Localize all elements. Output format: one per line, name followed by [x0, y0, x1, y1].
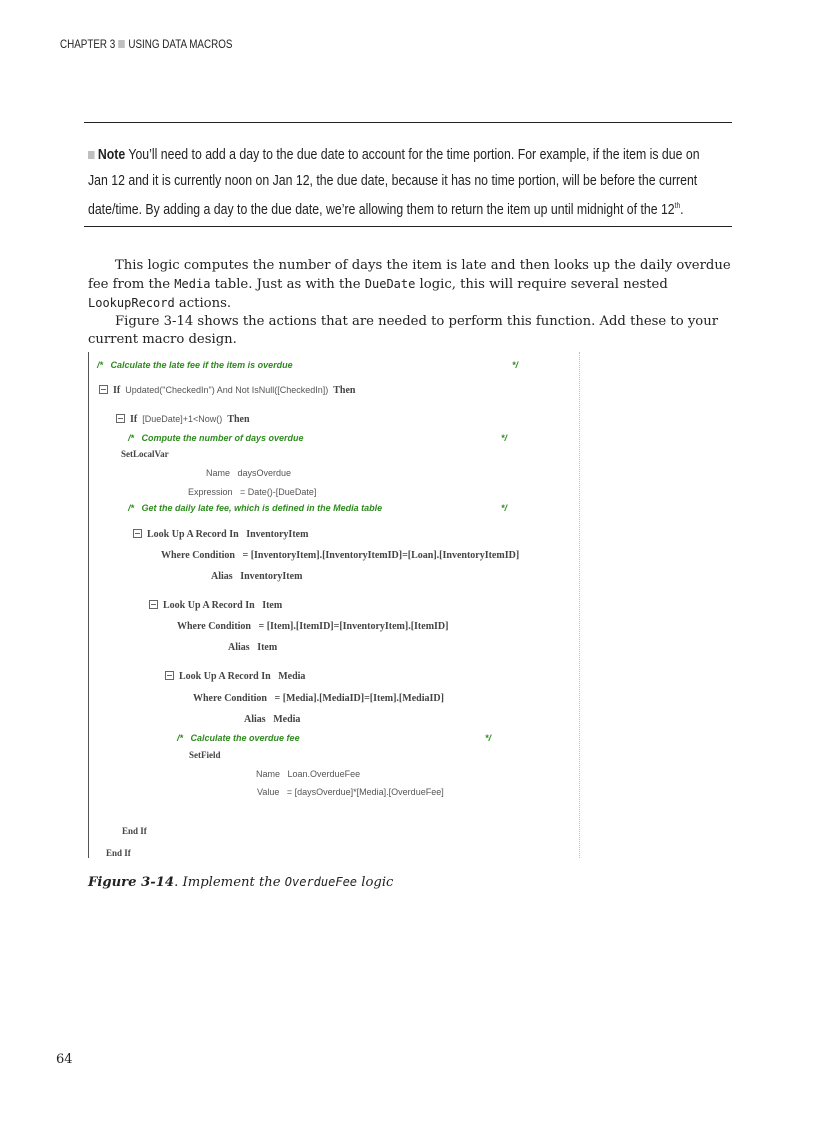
- end-if-outer: End If: [106, 848, 131, 858]
- chapter-title: USING DATA MACROS: [128, 37, 233, 51]
- note-bottom-rule: [84, 226, 732, 227]
- note-label: Note: [97, 146, 126, 163]
- macro-comment-3: /* Get the daily late fee, which is defined in the Media table: [128, 503, 383, 513]
- note-line-3: date/time. By adding a day to the due date, we’re allowing them to return the item up until midnight of the 12th.: [88, 201, 684, 218]
- macro-designer-figure: [88, 352, 580, 858]
- paragraph-1: This logic computes the number of days the item is late and then looks up the daily overdue fee from the Media table. Just as with the DueDate logic, this will require several nested LookupRecord actions.: [88, 258, 731, 311]
- comment-close: */: [485, 733, 492, 743]
- lookup-2-alias: Alias Item: [228, 642, 278, 653]
- lookup-record-3: Look Up A Record In Media: [165, 671, 305, 682]
- note-line-2: Jan 12 and it is currently noon on Jan 12, the due date, because it has no time portion, will be before the current: [88, 171, 698, 189]
- note-line-1: Note You’ll need to add a day to the due date to account for the time portion. For example, if the item is due on: [88, 142, 728, 168]
- collapse-toggle-icon[interactable]: [116, 414, 125, 423]
- chapter-label: CHAPTER 3: [60, 37, 116, 51]
- note-top-rule: [84, 122, 732, 123]
- lookup-3-alias: Alias Media: [244, 714, 301, 725]
- collapse-toggle-icon[interactable]: [149, 600, 158, 609]
- setfield-value: Value = [daysOverdue]*[Media].[OverdueFee]: [257, 787, 444, 797]
- macro-comment-1: /* Calculate the late fee if the item is overdue: [97, 360, 293, 370]
- setlocalvar-action: SetLocalVar: [121, 449, 169, 459]
- page-number: 64: [56, 1052, 73, 1067]
- square-bullet-icon: [119, 40, 126, 48]
- lookup-record-1: Look Up A Record In InventoryItem: [133, 529, 308, 540]
- macro-comment-4: /* Calculate the overdue fee: [177, 733, 300, 743]
- square-bullet-icon: [88, 151, 95, 159]
- lookup-record-2: Look Up A Record In Item: [149, 600, 282, 611]
- setlocalvar-expression: Expression = Date()-[DueDate]: [188, 487, 317, 497]
- note-box: [88, 142, 728, 223]
- comment-close: */: [501, 433, 508, 443]
- collapse-toggle-icon[interactable]: [165, 671, 174, 680]
- lookup-1-alias: Alias InventoryItem: [211, 571, 303, 582]
- end-if-inner: End If: [122, 826, 147, 836]
- if-block-2: If [DueDate]+1<Now() Then: [116, 414, 250, 425]
- body-text: [88, 257, 738, 349]
- macro-comment-2: /* Compute the number of days overdue: [128, 433, 304, 443]
- running-header: [60, 37, 232, 51]
- figure-label: Figure 3-14: [88, 875, 175, 890]
- setfield-action: SetField: [189, 750, 221, 760]
- lookup-2-where: Where Condition = [Item].[ItemID]=[InventoryItem].[ItemID]: [177, 621, 449, 632]
- lookup-1-where: Where Condition = [InventoryItem].[InventoryItemID]=[Loan].[InventoryItemID]: [161, 550, 520, 561]
- collapse-toggle-icon[interactable]: [133, 529, 142, 538]
- setfield-name: Name Loan.OverdueFee: [256, 769, 361, 779]
- collapse-toggle-icon[interactable]: [99, 385, 108, 394]
- paragraph-2: Figure 3-14 shows the actions that are needed to perform this function. Add these to your current macro design.: [88, 314, 719, 347]
- figure-caption: Figure 3-14. Implement the OverdueFee logic: [88, 875, 394, 890]
- lookup-3-where: Where Condition = [Media].[MediaID]=[Item].[MediaID]: [193, 693, 444, 704]
- if-block-1: If Updated("CheckedIn") And Not IsNull([CheckedIn]) Then: [99, 385, 356, 396]
- setlocalvar-name: Name daysOverdue: [206, 468, 292, 478]
- comment-close: */: [512, 360, 519, 370]
- comment-close: */: [501, 503, 508, 513]
